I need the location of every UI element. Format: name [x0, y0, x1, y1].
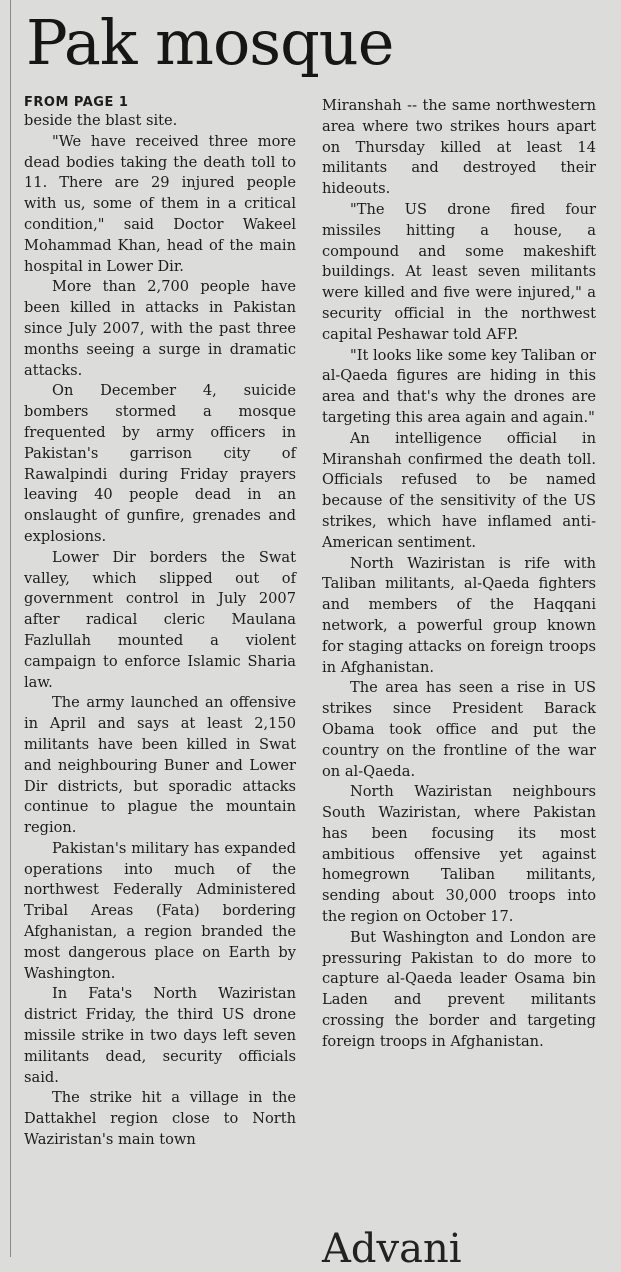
paragraph: The strike hit a village in the Dattakhel region close to North Waziristan's main town — [24, 1089, 296, 1149]
paragraph: More than 2,700 people have been killed in attacks in Pakistan since July 2007, with the past three months seeing a surge in dramatic attacks. — [24, 278, 296, 379]
paragraph: "We have received three more dead bodies taking the death toll to 11. There are 29 injured people with us, some of them in a critical condition," said Doctor Wakeel Mohammad Khan, head of the main hospital in Lower Dir. — [24, 132, 296, 275]
paragraph: "The US drone fired four missiles hitting a house, a compound and some makeshift buildings. At least seven militants were killed and five were injured," a security official in the northwest capital Peshawar told AFP. — [322, 200, 596, 343]
column-rule — [10, 0, 11, 1257]
paragraph: On December 4, suicide bombers stormed a mosque frequented by army officers in Pakistan's garrison city of Rawalpindi during Friday prayers leaving 40 people dead in an onslaught of gunfire, grenades and explosions. — [24, 382, 296, 545]
paragraph: North Waziristan neighbours South Waziristan, where Pakistan has been focusing its most ambitious offensive yet against homegrown Taliban militants, sending about 30,000 troops into the region on October 17. — [322, 783, 596, 926]
paragraph: North Waziristan is rife with Taliban militants, al-Qaeda fighters and members of the Haqqani network, a powerful group known for staging attacks on foreign troops in Afghanistan. — [322, 554, 596, 676]
paragraph: The army launched an offensive in April and says at least 2,150 militants have been killed in Swat and neighbouring Buner and Lower Dir districts, but sporadic attacks continue to plague the mountain region. — [24, 694, 296, 837]
paragraph: Pakistan's military has expanded operations into much of the northwest Federally Administered Tribal Areas (Fata) bordering Afghanistan, a region branded the most dangerous place on Earth by Washington. — [24, 839, 296, 982]
continuation-kicker: FROM PAGE 1 — [24, 95, 129, 110]
paragraph: In Fata's North Waziristan district Friday, the third US drone missile strike in two days left seven militants dead, security officials said. — [24, 985, 296, 1086]
headline: Pak mosque — [26, 6, 394, 79]
paragraph: beside the blast site. — [24, 112, 178, 129]
paragraph: Miranshah -- the same northwestern area where two strikes hours apart on Thursday killed at least 14 militants and destroyed their hideouts. — [322, 97, 596, 198]
paragraph: The area has seen a rise in US strikes since President Barack Obama took office and put the country on the frontline of the war on al-Qaeda. — [322, 679, 596, 780]
article-column-2 — [322, 96, 596, 1053]
paragraph: "It looks like some key Taliban or al-Qaeda figures are hiding in this area and that's why the drones are targeting this area again and again." — [322, 346, 596, 426]
paragraph: Lower Dir borders the Swat valley, which slipped out of government control in July 2007 after radical cleric Maulana Fazlullah mounted a violent campaign to enforce Islamic Sharia law. — [24, 548, 296, 691]
paragraph: But Washington and London are pressuring Pakistan to do more to capture al-Qaeda leader Osama bin Laden and prevent militants crossing the border and targeting foreign troops in Afghanistan. — [322, 928, 596, 1050]
article-column-1 — [24, 96, 296, 1151]
paragraph: An intelligence official in Miranshah confirmed the death toll. Officials refused to be named because of the sensitivity of the US strikes, which have inflamed anti-American sentiment. — [322, 429, 596, 551]
next-article-headline: Advani — [322, 1226, 462, 1272]
